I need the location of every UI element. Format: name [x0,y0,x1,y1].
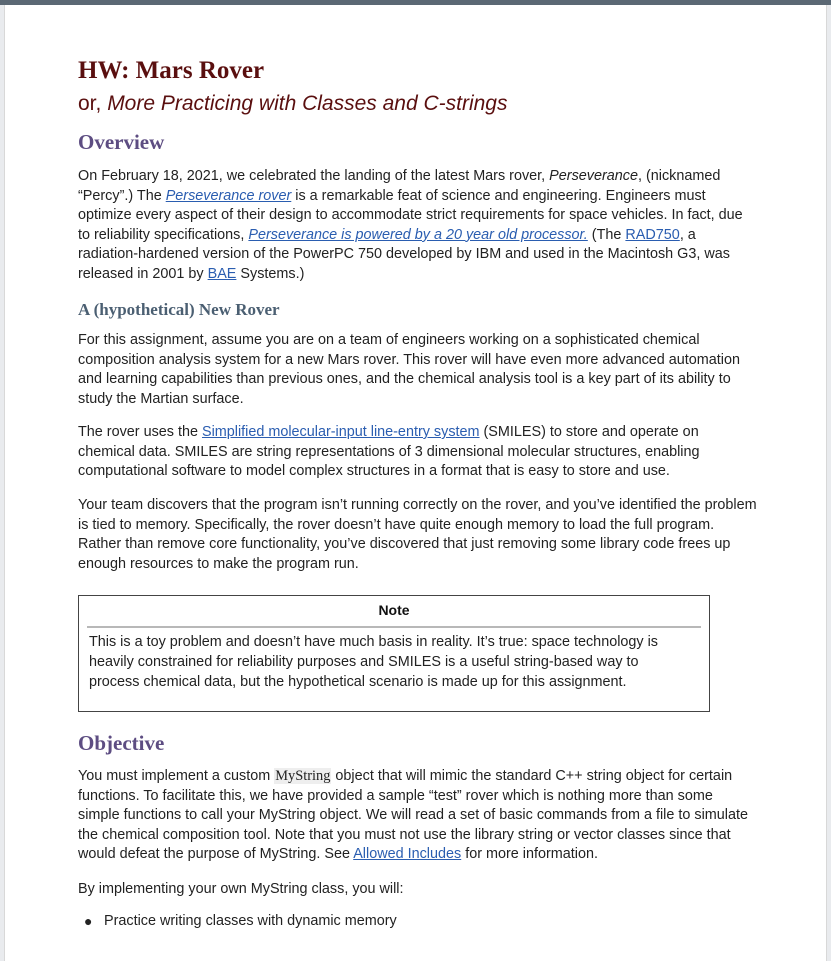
processor-link[interactable]: Perseverance is powered by a 20 year old processor. [248,226,588,243]
allowed-includes-link[interactable]: Allowed Includes [353,846,462,863]
objective-heading: Objective [78,731,165,755]
smiles-link[interactable]: Simplified molecular-input line-entry system [201,424,480,440]
new-rover-text: The rover uses the [78,424,202,440]
objective-text: object that will mimic the standard C++ string object for certain functions. To facilitate this, we have provided a sample “test” rover which is nothing more than some simple functions to call your MyString object. We will read a set of basic commands from a file to simulate the chemical composition tool. Note that you must not use the library string or vector classes since that would defeat the purpose of MyString. See [78,768,748,863]
overview-paragraph [78,167,758,285]
subtitle-prefix: or, [78,92,108,115]
bullet-icon: ● [84,913,93,929]
overview-text: , a radiation-hardened version of the PowerPC 750 developed by IBM and used in the Macintosh G3, was released in 2001 by [78,226,730,282]
bullet-text: Practice writing classes with dynamic memory [104,913,397,929]
new-rover-paragraph-3: Your team discovers that the program isn’t running correctly on the rover, and you’ve identified the problem is tied to memory. Specifically, the rover doesn’t have quite enough memory to load the full program. Rather than remove core functionality, you’ve discovered that just removing some library code frees up enough resources to make the program run. [78,497,757,572]
rad750-link[interactable]: RAD750 [625,226,680,243]
new-rover-paragraph-1: For this assignment, assume you are on a team of engineers working on a sophisticated chemical composition analysis system for a new Mars rover. This rover will have even more advanced automation and learning capabilities than previous ones, and the chemical analysis tool is a key part of its ability to study the Martian surface. [78,332,740,407]
overview-text: On February 18, 2021, we celebrated the landing of the latest Mars rover, [78,168,550,184]
note-body: This is a toy problem and doesn’t have much basis in reality. It’s true: space technology is heavily constrained for reliability purposes and SMILES is a useful string-based way to process chemical data, but the hypothetical scenario is made up for this assignment. [89,634,658,690]
page-title: HW: Mars Rover [78,57,265,84]
mystring-code: MyString [275,768,331,784]
overview-text: is a remarkable feat of science and engineering. Engineers must optimize every aspect of their design to accommodate strict requirements for space vehicles. In fact, due to reliability specifications, [78,187,743,243]
objective-paragraph-2: By implementing your own MyString class, you will: [78,881,404,897]
overview-italic-name: Perseverance [549,168,638,184]
overview-heading: Overview [78,130,165,154]
objective-text: You must implement a custom [78,768,275,784]
new-rover-text: (SMILES) to store and operate on chemical data. SMILES are string representations of 3 dimensional molecular structures, enabling computational software to model complex structures in a format that is easy to store and use. [78,424,700,480]
document-page [4,5,827,961]
overview-text: Systems.) [236,265,305,282]
page-subtitle [78,92,508,116]
overview-text: (The [587,226,626,243]
bullet-item [84,911,397,931]
objective-paragraph-1 [78,767,758,865]
note-box [78,595,710,712]
new-rover-paragraph-2 [78,423,758,482]
bae-link[interactable]: BAE [207,265,237,282]
note-title: Note [378,602,410,618]
note-divider [87,626,701,628]
objective-text: for more information. [461,846,598,863]
subtitle-emphasis: More Practicing with Classes and C-strings [107,92,508,115]
overview-text: , (nicknamed “Percy”.) The [78,168,721,204]
perseverance-rover-link[interactable]: Perseverance rover [165,187,292,204]
new-rover-heading: A (hypothetical) New Rover [78,300,280,319]
